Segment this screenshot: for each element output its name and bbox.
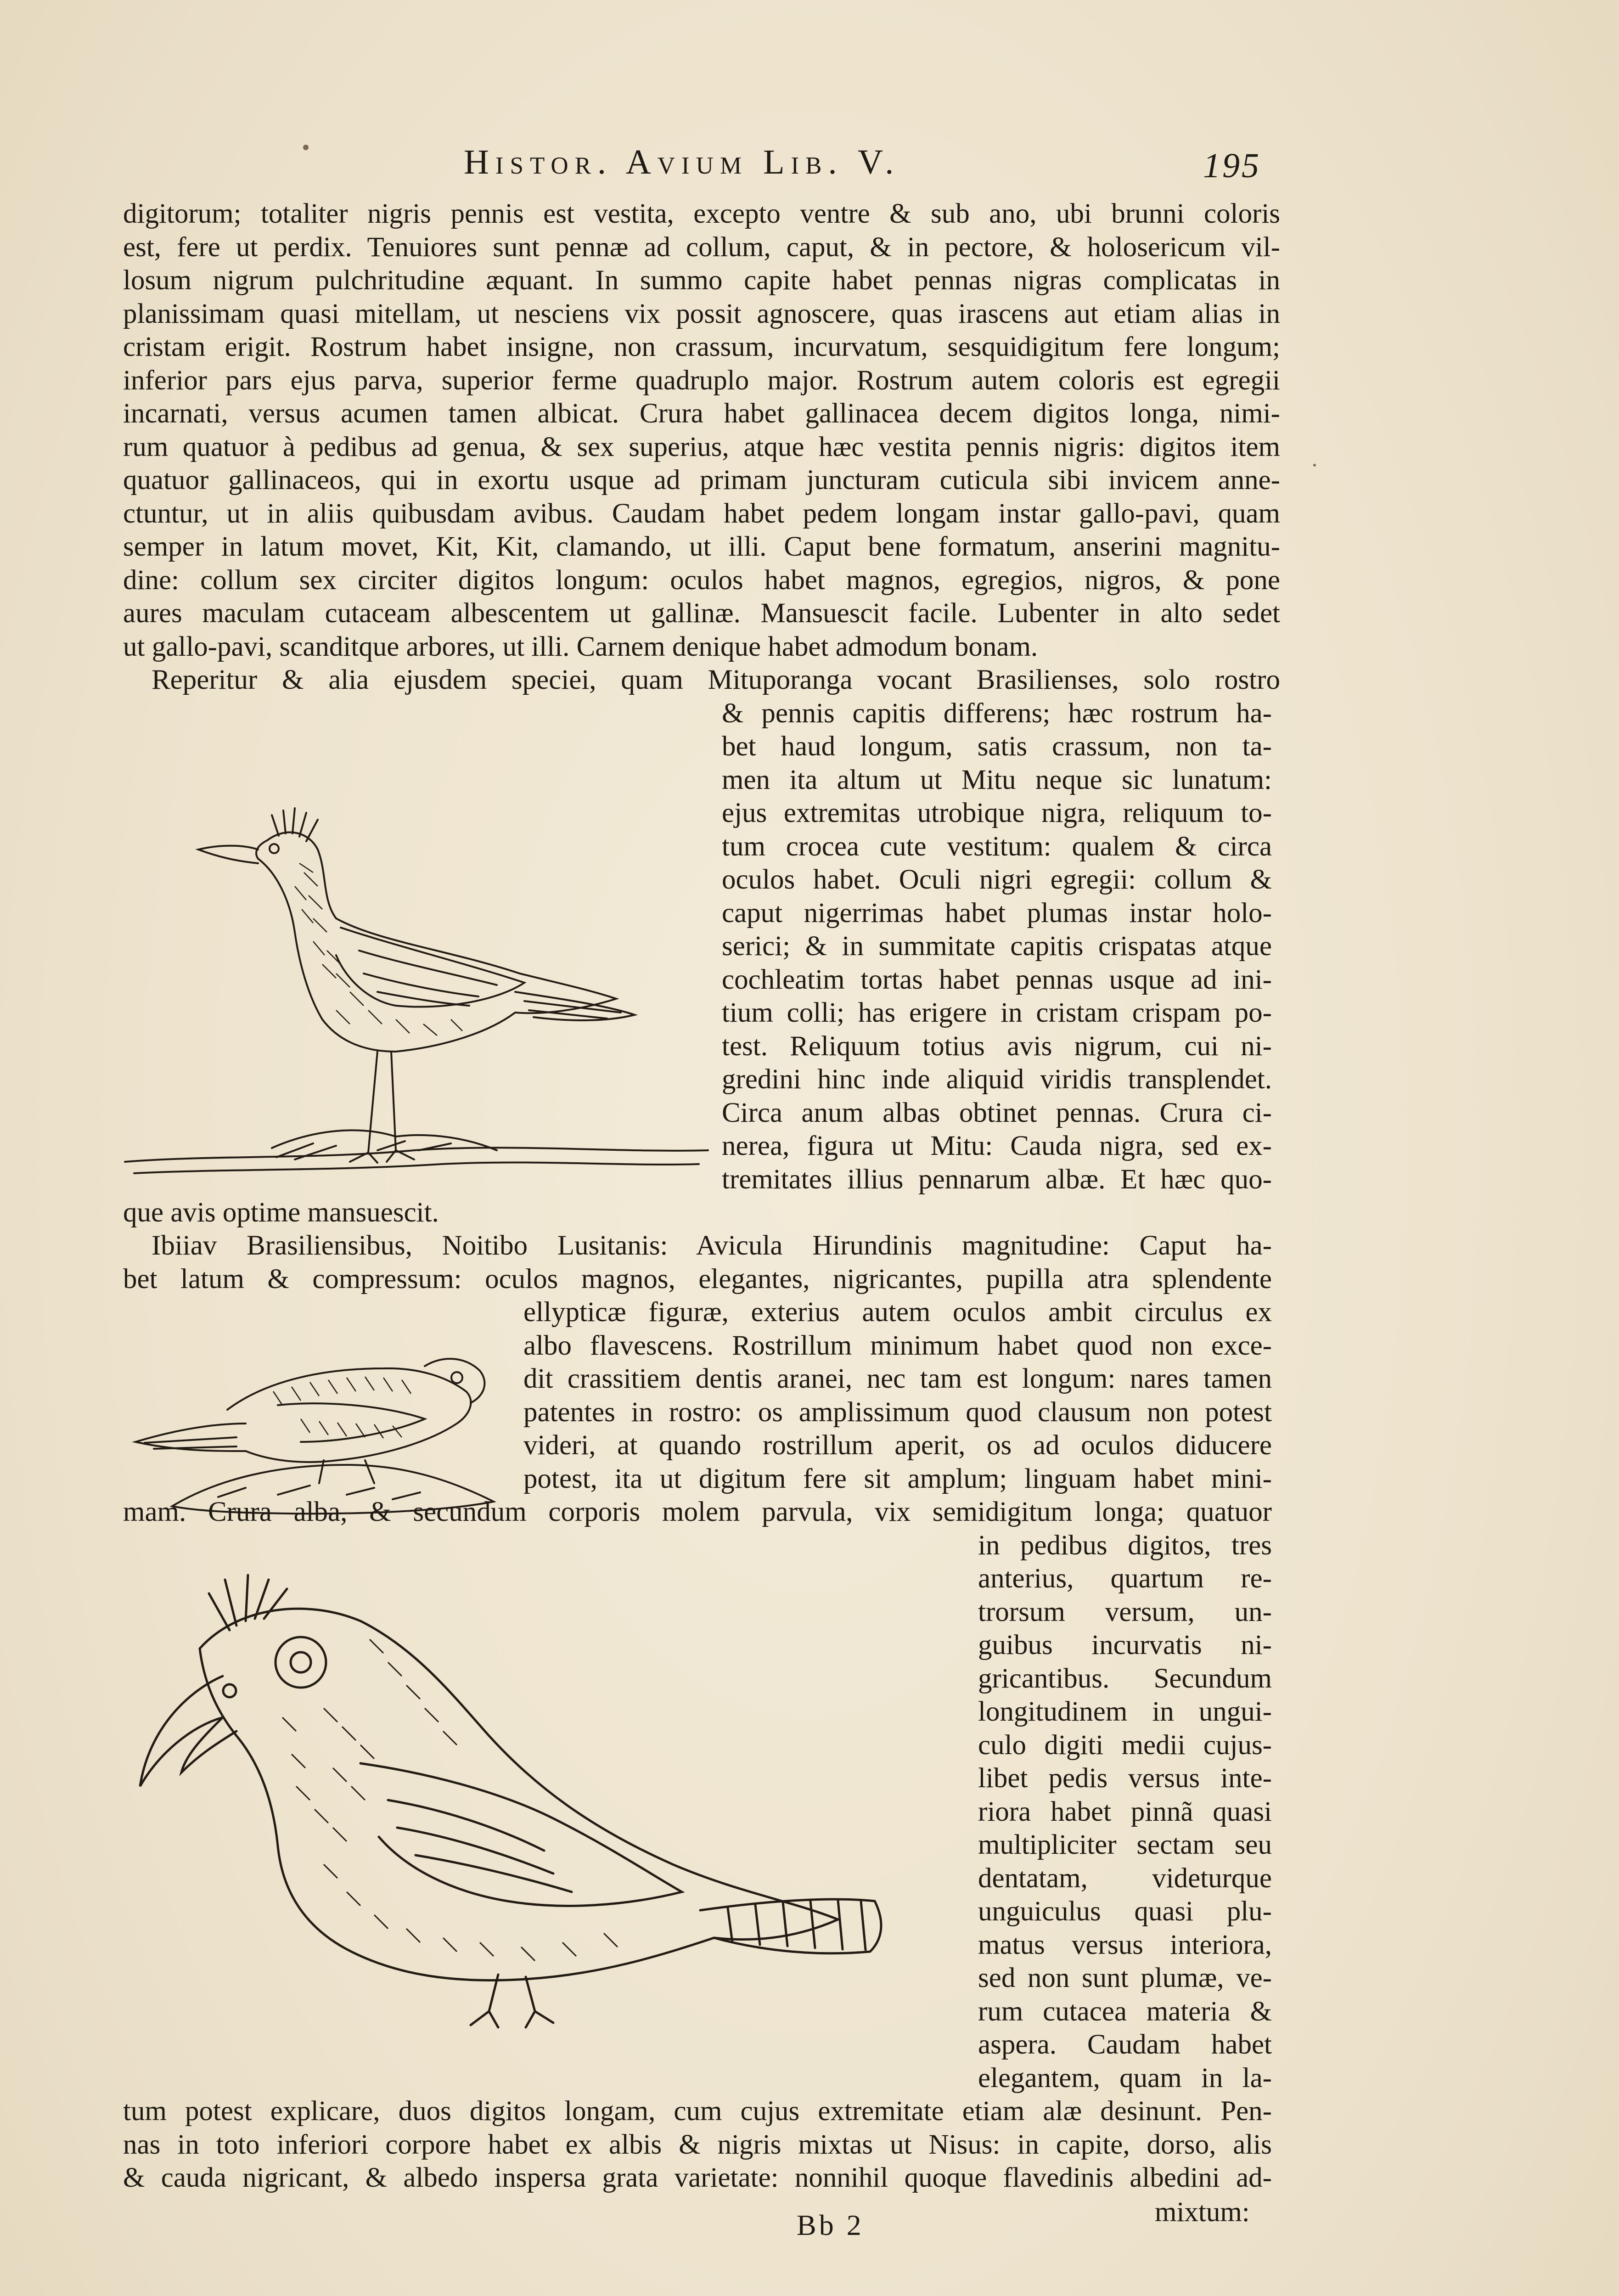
text-line: videri, at quando rostrillum aperit, os ad oculos diducere [523, 1430, 1272, 1461]
paragraph-mituporanga-column [722, 697, 1272, 1197]
text-line: digitorum; totaliter nigris pennis est vestita, excepto ventre & sub ano, ubi brunni coloris [123, 198, 1280, 229]
text-line: oculos habet. Oculi nigri egregii: collum & [722, 864, 1272, 895]
running-title: Histor. Avium Lib. V. [464, 143, 900, 181]
paragraph-ibiiau-column [523, 1296, 1272, 1496]
woodcut-mituporanga-illustration [120, 735, 717, 1203]
text-line: & pennis capitis differens; hæc rostrum ha- [722, 698, 1272, 729]
text-line: culo digiti medii cujus- [978, 1729, 1272, 1761]
text-line: longitudinem in ungui- [978, 1696, 1272, 1727]
text-line: guibus incurvatis ni- [978, 1630, 1272, 1660]
text-line: multipliciter sectam seu [978, 1829, 1272, 1860]
paragraph-closing [123, 2095, 1272, 2195]
text-line: semper in latum movet, Kit, Kit, clamando, ut illi. Caput bene formatum, anserini magnitu- [123, 531, 1280, 562]
text-line: Circa anum albas obtinet pennas. Crura ci- [722, 1097, 1272, 1128]
text-line: bet latum & compressum: oculos magnos, elegantes, nigricantes, pupilla atra splendente [123, 1263, 1272, 1294]
text-line: libet pedis versus inte- [978, 1763, 1272, 1794]
paragraph-mitu [123, 197, 1280, 664]
paragraph-ibiiau-line-full [123, 1496, 1272, 1529]
signature-mark: Bb 2 [797, 2209, 864, 2241]
text-line: cristam erigit. Rostrum habet insigne, non crassum, incurvatum, sesquidigitum fere longum; [123, 332, 1280, 362]
text-line: men ita altum ut Mitu neque sic lunatum: [722, 764, 1272, 795]
text-line: trorsum versum, un- [978, 1596, 1272, 1627]
text-line: cochleatim tortas habet pennas usque ad ini- [722, 964, 1272, 995]
text-line: tum potest explicare, duos digitos longam, cum cujus extremitate etiam alæ desinunt. Pen- [123, 2096, 1272, 2127]
woodcut-ibiiau-illustration [126, 1313, 507, 1520]
text-line: planissimam quasi mitellam, ut nesciens vix possit agnoscere, quas irascens aut etiam alias in [123, 298, 1280, 329]
text-line: potest, ita ut digitum fere sit amplum; linguam habet mini- [523, 1463, 1272, 1494]
text-line: ctuntur, ut in aliis quibusdam avibus. Caudam habet pedem longam instar gallo-pavi, quam [123, 498, 1280, 529]
text-line: anterius, quartum re- [978, 1563, 1272, 1594]
text-line: aspera. Caudam habet [978, 2029, 1272, 2060]
text-line: matus versus interiora, [978, 1929, 1272, 1960]
text-line: quatuor gallinaceos, qui in exortu usque ad primam juncturam cuticula sibi invicem anne- [123, 465, 1280, 495]
text-line: albo flavescens. Rostrillum minimum habet quod non exce- [523, 1330, 1272, 1361]
text-line: nas in toto inferiori corpore habet ex albis & nigris mixtas ut Nisus: in capite, dorso, alis [123, 2129, 1272, 2160]
text-line: caput nigerrimas habet plumas instar holo- [722, 897, 1272, 929]
text-line: unguiculus quasi plu- [978, 1896, 1272, 1927]
paragraph-mituporanga-end [123, 1196, 720, 1230]
text-line: ejus extremitas utrobique nigra, reliquum to- [722, 798, 1272, 828]
text-line: Reperitur & alia ejusdem speciei, quam Mituporanga vocant Brasilienses, solo rostro [152, 664, 1280, 695]
text-line: inferior pars ejus parva, superior ferme quadruplo major. Rostrum autem coloris est egregii [123, 365, 1280, 396]
text-line: in pedibus digitos, tres [978, 1530, 1272, 1561]
woodcut-large-bird-illustration [131, 1570, 994, 2122]
text-line: dine: collum sex circiter digitos longum: oculos habet magnos, egregios, nigros, & pone [123, 564, 1280, 596]
text-line: riora habet pinnã quasi [978, 1796, 1272, 1827]
text-line: gredini hinc inde aliquid viridis transplendet. [722, 1064, 1272, 1095]
text-line: tum crocea cute vestitum: qualem & circa [722, 831, 1272, 862]
paragraph-ibiiau-start [152, 1229, 1272, 1263]
paper-speck [303, 145, 309, 150]
text-line: rum quatuor à pedibus ad genua, & sex superius, atque hæc vestita pennis nigris: digitos item [123, 431, 1280, 462]
text-line: mam. Crura alba, & secundum corporis molem parvula, vix semidigitum longa; quatuor [123, 1497, 1272, 1527]
paper-speck [1313, 464, 1316, 467]
text-line: test. Reliquum totius avis nigrum, cui ni- [722, 1030, 1272, 1062]
text-line: bet haud longum, satis crassum, non ta- [722, 731, 1272, 762]
text-line: dentatam, videturque [978, 1863, 1272, 1894]
text-line: tium colli; has erigere in cristam crispam po- [722, 997, 1272, 1028]
text-line: patentes in rostro: os amplissimum quod clausum non potest [523, 1396, 1272, 1428]
text-line: incarnati, versus acumen tamen albicat. Crura habet gallinacea decem digitos longa, nimi- [123, 398, 1280, 429]
text-line: gricantibus. Secundum [978, 1663, 1272, 1694]
text-line: nerea, figura ut Mitu: Cauda nigra, sed ex- [722, 1131, 1272, 1161]
text-line: & cauda nigricant, & albedo inspersa grata varietate: nonnihil quoque flavedinis albedini ad- [123, 2162, 1272, 2193]
text-line: ut gallo-pavi, scanditque arbores, ut illi. Carnem denique habet admodum bonam. [123, 631, 1038, 662]
text-line: dit crassitiem dentis aranei, nec tam est longum: nares tamen [523, 1363, 1272, 1394]
paragraph-mituporanga-start [152, 664, 1280, 697]
text-line: que avis optime mansuescit. [123, 1197, 439, 1228]
text-line: losum nigrum pulchritudine æquant. In summo capite habet pennas nigras complicatas in [123, 265, 1280, 296]
text-line: serici; & in summitate capitis crispatas atque [722, 931, 1272, 962]
text-line: rum cutacea materia & [978, 1996, 1272, 2027]
text-line: tremitates illius pennarum albæ. Et hæc quo- [722, 1164, 1272, 1195]
text-line: Ibiiav Brasiliensibus, Noitibo Lusitanis: Avicula Hirundinis magnitudine: Caput ha- [152, 1230, 1272, 1261]
page-number: 195 [1203, 146, 1261, 185]
paragraph-large-bird-column [978, 1529, 1272, 2095]
text-line: ellypticæ figuræ, exterius autem oculos ambit circulus ex [523, 1297, 1272, 1328]
text-line: est, fere ut perdix. Tenuiores sunt pennæ ad collum, caput, & in pectore, & holosericum vil- [123, 231, 1280, 263]
catchword: mixtum: [1155, 2197, 1250, 2228]
text-line: elegantem, quam in la- [978, 2062, 1272, 2093]
paragraph-ibiiau-line2 [123, 1263, 1272, 1296]
text-line: sed non sunt plumæ, ve- [978, 1963, 1272, 1993]
text-line: aures maculam cutaceam albescentem ut gallinæ. Mansuescit facile. Lubenter in alto sedet [123, 598, 1280, 629]
